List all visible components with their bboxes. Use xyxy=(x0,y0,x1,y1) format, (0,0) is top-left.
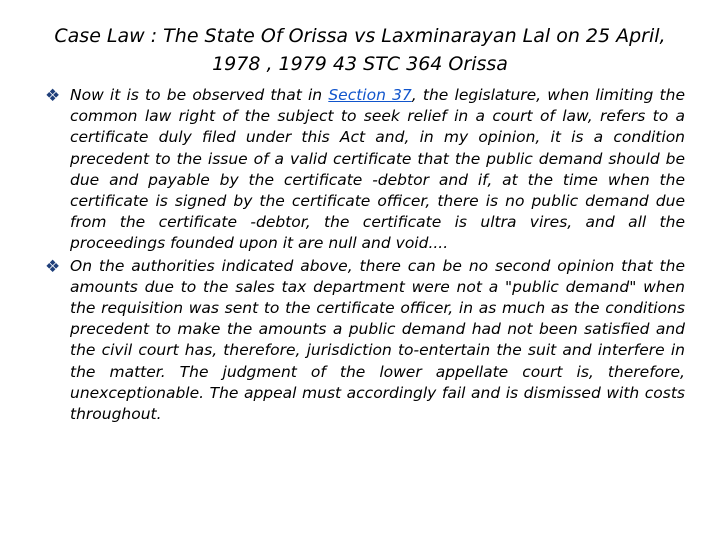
bullet-text-1 xyxy=(70,85,685,255)
bullet-item-2 xyxy=(45,256,685,426)
diamond-bullet-icon: ❖ xyxy=(45,256,61,277)
bullet-list xyxy=(45,85,685,426)
section-37-link[interactable]: Section 37 xyxy=(328,86,412,104)
title-line-2: 1978 , 1979 43 STC 364 Orissa xyxy=(212,53,508,75)
diamond-bullet-icon: ❖ xyxy=(45,86,61,106)
bullet-text-2: On the authorities indicated above, there can be no second opinion that the amounts due to the sales tax department were not a "public demand" when the requisition was sent to the certificate officer, in as much as the conditions precedent to make the amounts a public demand had not been satisfied and the civil court has, therefore, jurisdiction to-entertain the suit and interfere in the matter. The judgment of the lower appellate court is, therefore, unexceptionable. The appeal must accordingly fail and is dismissed with costs throughout. xyxy=(70,256,685,424)
bullet-1-text-after-link: , the legislature, when limiting the common law right of the subject to seek relief in a court of law, refers to a certificate duly filed under this Act and, in my opinion, it is a condition precedent to the issue of a valid certificate that the public demand should be due and payable by the certificate -debtor and if, at the time when the certificate is signed by the certificate officer, there is no public demand due from the certificate -debtor, the certificate is ultra vires, and all the proceedings founded upon it are null and void.... xyxy=(70,86,685,253)
bullet-item-1 xyxy=(45,85,685,255)
title-line-1: Case Law : The State Of Orissa vs Laxminarayan Lal on 25 April, xyxy=(54,25,666,47)
bullet-1-text-before-link: Now it is to be observed that in xyxy=(70,86,329,104)
page-title xyxy=(30,22,690,78)
